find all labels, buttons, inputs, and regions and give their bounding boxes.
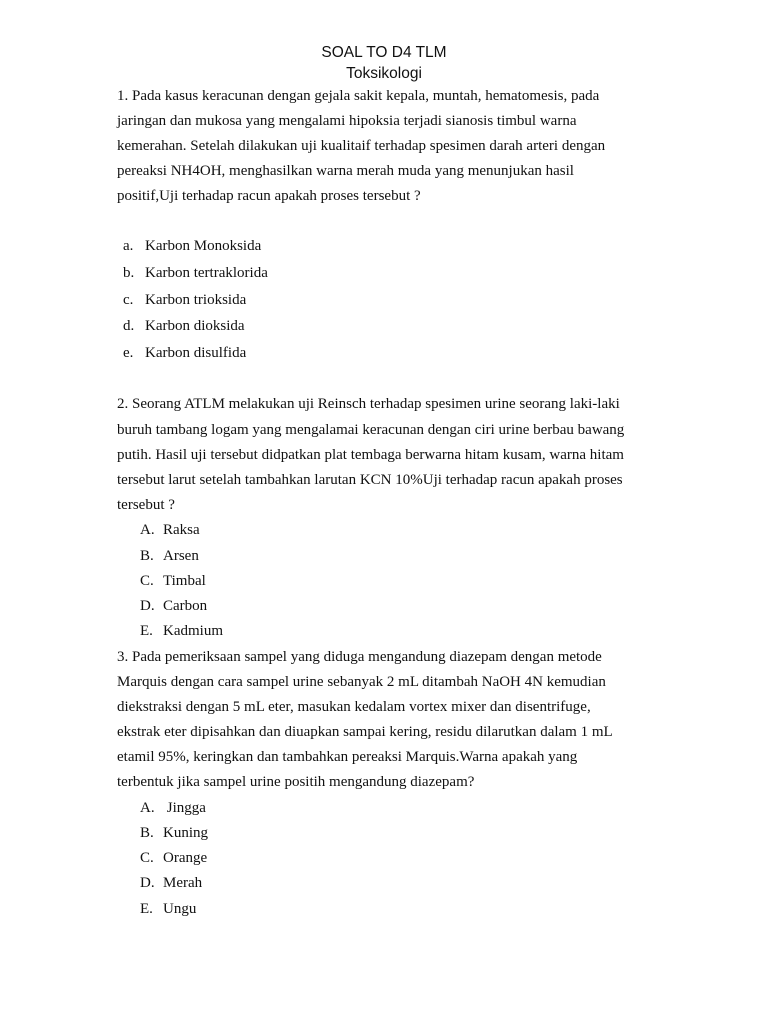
option-marker: d. [123,318,135,334]
question-2-line: 2. Seorang ATLM melakukan uji Reinsch terhadap spesimen urine seorang laki-laki [117,396,620,412]
question-1-line: 1. Pada kasus keracunan dengan gejala sakit kepala, muntah, hematomesis, pada [117,88,600,104]
option-marker: E. [140,901,153,917]
answer-option [140,598,207,615]
option-marker: a. [123,238,134,254]
option-marker: D. [140,598,155,614]
question-3-line: terbentuk jika sampel urine positih mengandung diazepam? [117,774,475,790]
question-2-line: tersebut ? [117,497,175,513]
answer-option [140,522,200,539]
option-text: Kuning [163,825,208,841]
answer-option [140,875,202,892]
answer-option [123,238,261,255]
question-2-line: buruh tambang logam yang mengalamai keracunan dengan ciri urine berbau bawang [117,422,625,438]
option-marker: B. [140,825,154,841]
option-marker: A. [140,522,155,538]
option-marker: A. [140,800,155,816]
answer-option [140,901,196,918]
option-text: Arsen [163,548,199,564]
question-3-line: 3. Pada pemeriksaan sampel yang diduga mengandung diazepam dengan metode [117,649,602,665]
option-text: Karbon disulfida [145,345,247,361]
question-1-line: kemerahan. Setelah dilakukan uji kualitaif terhadap spesimen darah arteri dengan [117,138,606,154]
option-marker: C. [140,573,154,589]
answer-option [140,623,223,640]
question-1-line: jaringan dan mukosa yang mengalami hipoksia terjadi sianosis timbul warna [117,113,577,129]
option-text: Kadmium [163,623,223,639]
answer-option [123,265,268,282]
answer-option [140,850,207,867]
option-marker: e. [123,345,134,361]
answer-option [123,292,246,309]
option-text: Raksa [163,522,200,538]
option-text: Karbon Monoksida [145,238,262,254]
question-1-line: positif,Uji terhadap racun apakah proses tersebut ? [117,188,421,204]
option-text: Jingga [163,800,206,816]
question-3-line: Marquis dengan cara sampel urine sebanyak 2 mL ditambah NaOH 4N kemudian [117,674,606,690]
answer-option [140,573,206,590]
option-marker: C. [140,850,154,866]
option-text: Carbon [163,598,208,614]
page-title: SOAL TO D4 TLM [321,44,447,61]
answer-option [123,345,246,362]
option-marker: E. [140,623,153,639]
option-text: Karbon trioksida [145,292,247,308]
answer-option [140,825,208,842]
answer-option [123,318,245,335]
option-text: Timbal [163,573,206,589]
option-text: Ungu [163,901,197,917]
option-text: Karbon dioksida [145,318,245,334]
page-subtitle: Toksikologi [346,65,422,82]
option-marker: c. [123,292,134,308]
answer-option [140,800,206,817]
question-1-line: pereaksi NH4OH, menghasilkan warna merah muda yang menunjukan hasil [117,163,574,179]
question-3-line: etamil 95%, keringkan dan tambahkan pereaksi Marquis.Warna apakah yang [117,749,578,765]
option-text: Orange [163,850,208,866]
option-marker: D. [140,875,155,891]
option-text: Merah [163,875,203,891]
question-3-line: diekstraksi dengan 5 mL eter, masukan kedalam vortex mixer dan disentrifuge, [117,699,591,715]
question-3-line: ekstrak eter dipisahkan dan diuapkan sampai kering, residu dilarutkan dalam 1 mL [117,724,613,740]
option-marker: b. [123,265,135,281]
answer-option [140,548,199,565]
question-2-line: tersebut larut setelah tambahkan larutan KCN 10%Uji terhadap racun apakah proses [117,472,623,488]
option-text: Karbon tertraklorida [145,265,268,281]
option-marker: B. [140,548,154,564]
question-2-line: putih. Hasil uji tersebut didpatkan plat tembaga berwarna hitam kusam, warna hitam [117,447,624,463]
